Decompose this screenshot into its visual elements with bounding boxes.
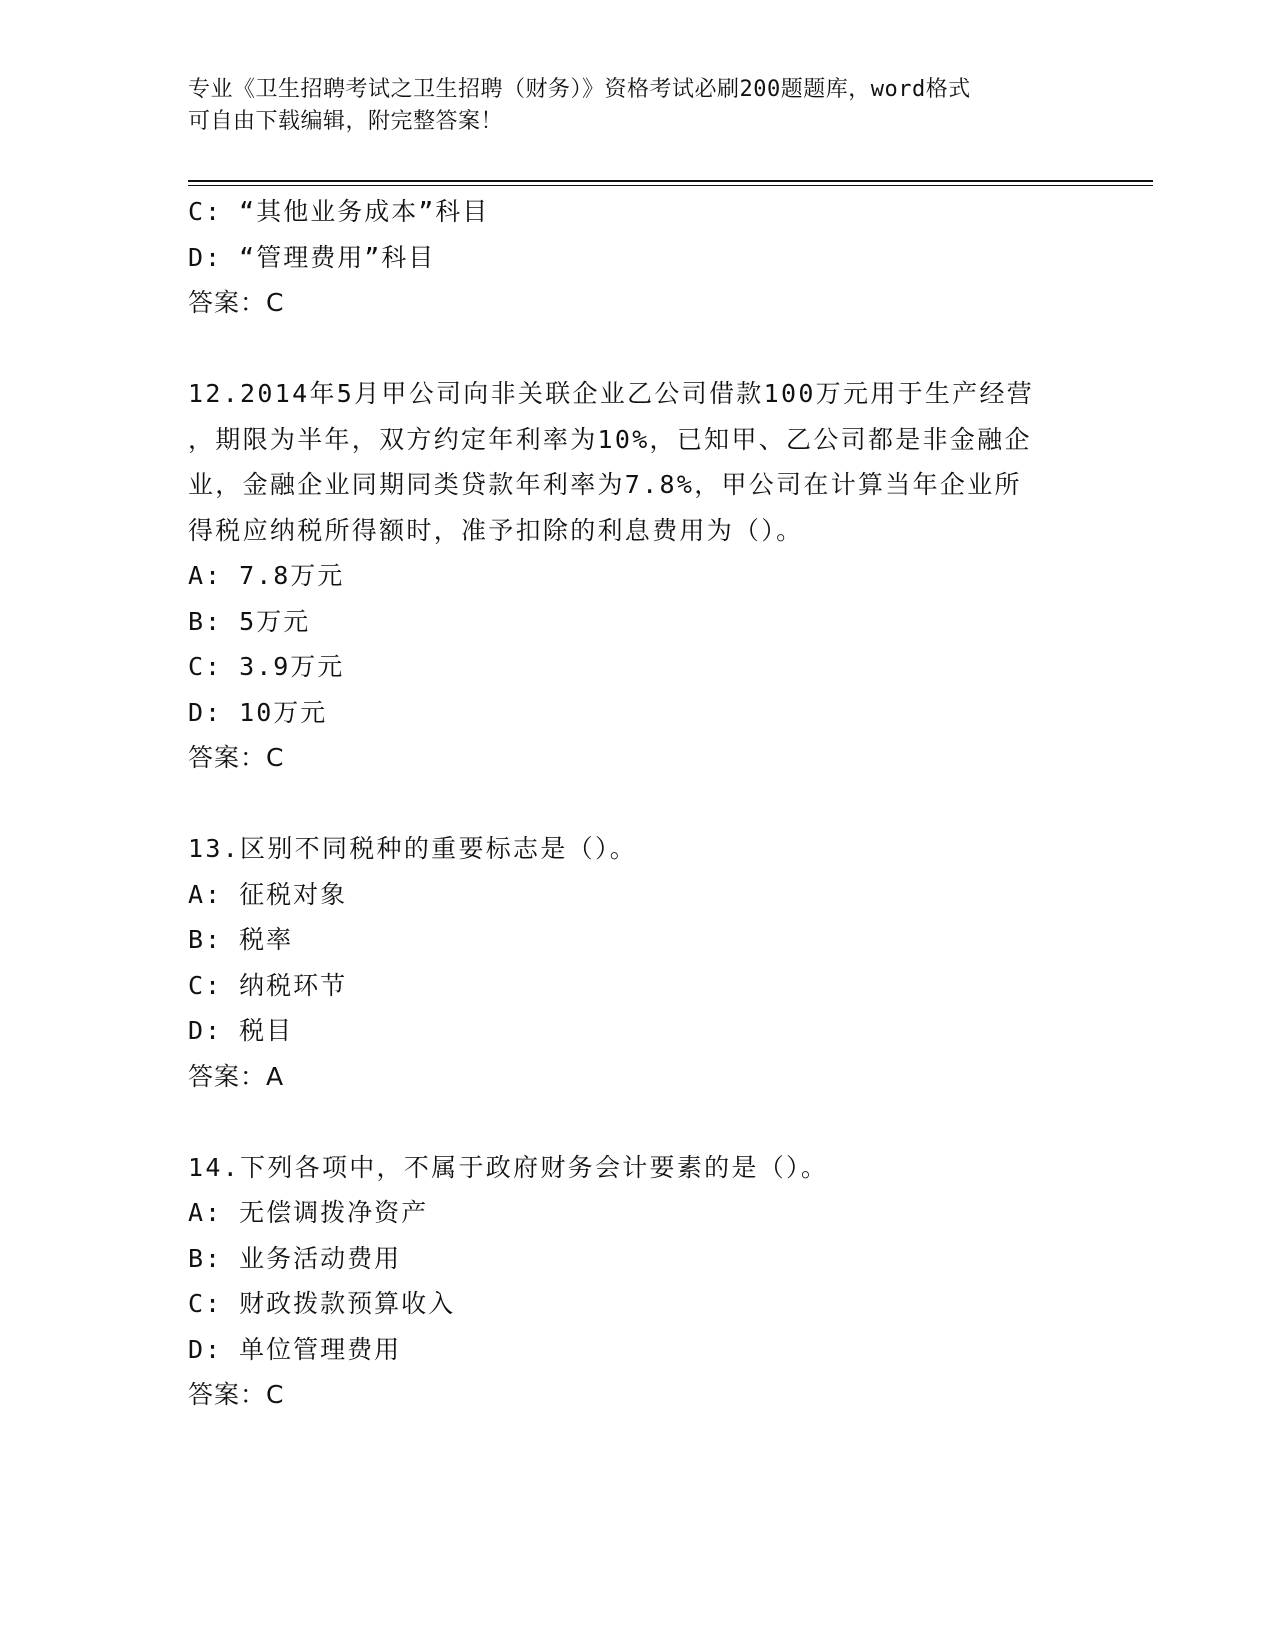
question-content (188, 189, 1088, 1418)
spacer (188, 1099, 1088, 1145)
question-stem-line: 13.区别不同税种的重要标志是（）。 (188, 834, 638, 863)
option-d: D: “管理费用”科目 (188, 242, 436, 272)
question-stem-line: 14.下列各项中，不属于政府财务会计要素的是（）。 (188, 1152, 829, 1182)
previous-question-tail (188, 189, 1088, 326)
option-c: C: “其他业务成本”科目 (188, 197, 490, 226)
question-stem-line: ，期限为半年，双方约定年利率为10%，已知甲、乙公司都是非金融企 (188, 424, 1032, 454)
answer-line: 答案：A (188, 1061, 285, 1091)
spacer (188, 781, 1088, 827)
option-c: C: 财政拨款预算收入 (188, 1289, 456, 1318)
question-14 (188, 1145, 1088, 1418)
option-c: C: 纳税环节 (188, 970, 348, 1000)
option-a: A: 7.8万元 (188, 561, 345, 590)
spacer (188, 326, 1088, 372)
question-12 (188, 371, 1088, 781)
option-b: B: 业务活动费用 (188, 1243, 402, 1273)
question-stem-line: 业，金融企业同期同类贷款年利率为7.8%，甲公司在计算当年企业所 (188, 470, 1022, 499)
question-stem-line: 12.2014年5月甲公司向非关联企业乙公司借款100万元用于生产经营 (188, 379, 1035, 408)
header-divider-thin (188, 185, 1153, 186)
question-stem-line: 得税应纳税所得额时，准予扣除的利息费用为（）。 (188, 515, 804, 545)
option-c: C: 3.9万元 (188, 652, 345, 681)
question-13 (188, 826, 1088, 1099)
header-line-1: 专业《卫生招聘考试之卫生招聘（财务）》资格考试必刷200题题库，word格式 (188, 77, 971, 102)
option-d: D: 单位管理费用 (188, 1334, 402, 1364)
option-d: D: 10万元 (188, 697, 328, 727)
option-a: A: 无偿调拨净资产 (188, 1198, 429, 1227)
option-b: B: 5万元 (188, 606, 311, 636)
header-divider-thick (188, 180, 1153, 182)
answer-line: 答案：C (188, 288, 285, 317)
header-line-2: 可自由下载编辑，附完整答案！ (188, 109, 504, 134)
answer-line: 答案：C (188, 743, 285, 772)
document-header (188, 74, 1088, 138)
option-a: A: 征税对象 (188, 879, 348, 909)
answer-line: 答案：C (188, 1380, 285, 1409)
option-d: D: 税目 (188, 1016, 294, 1045)
option-b: B: 税率 (188, 925, 294, 954)
